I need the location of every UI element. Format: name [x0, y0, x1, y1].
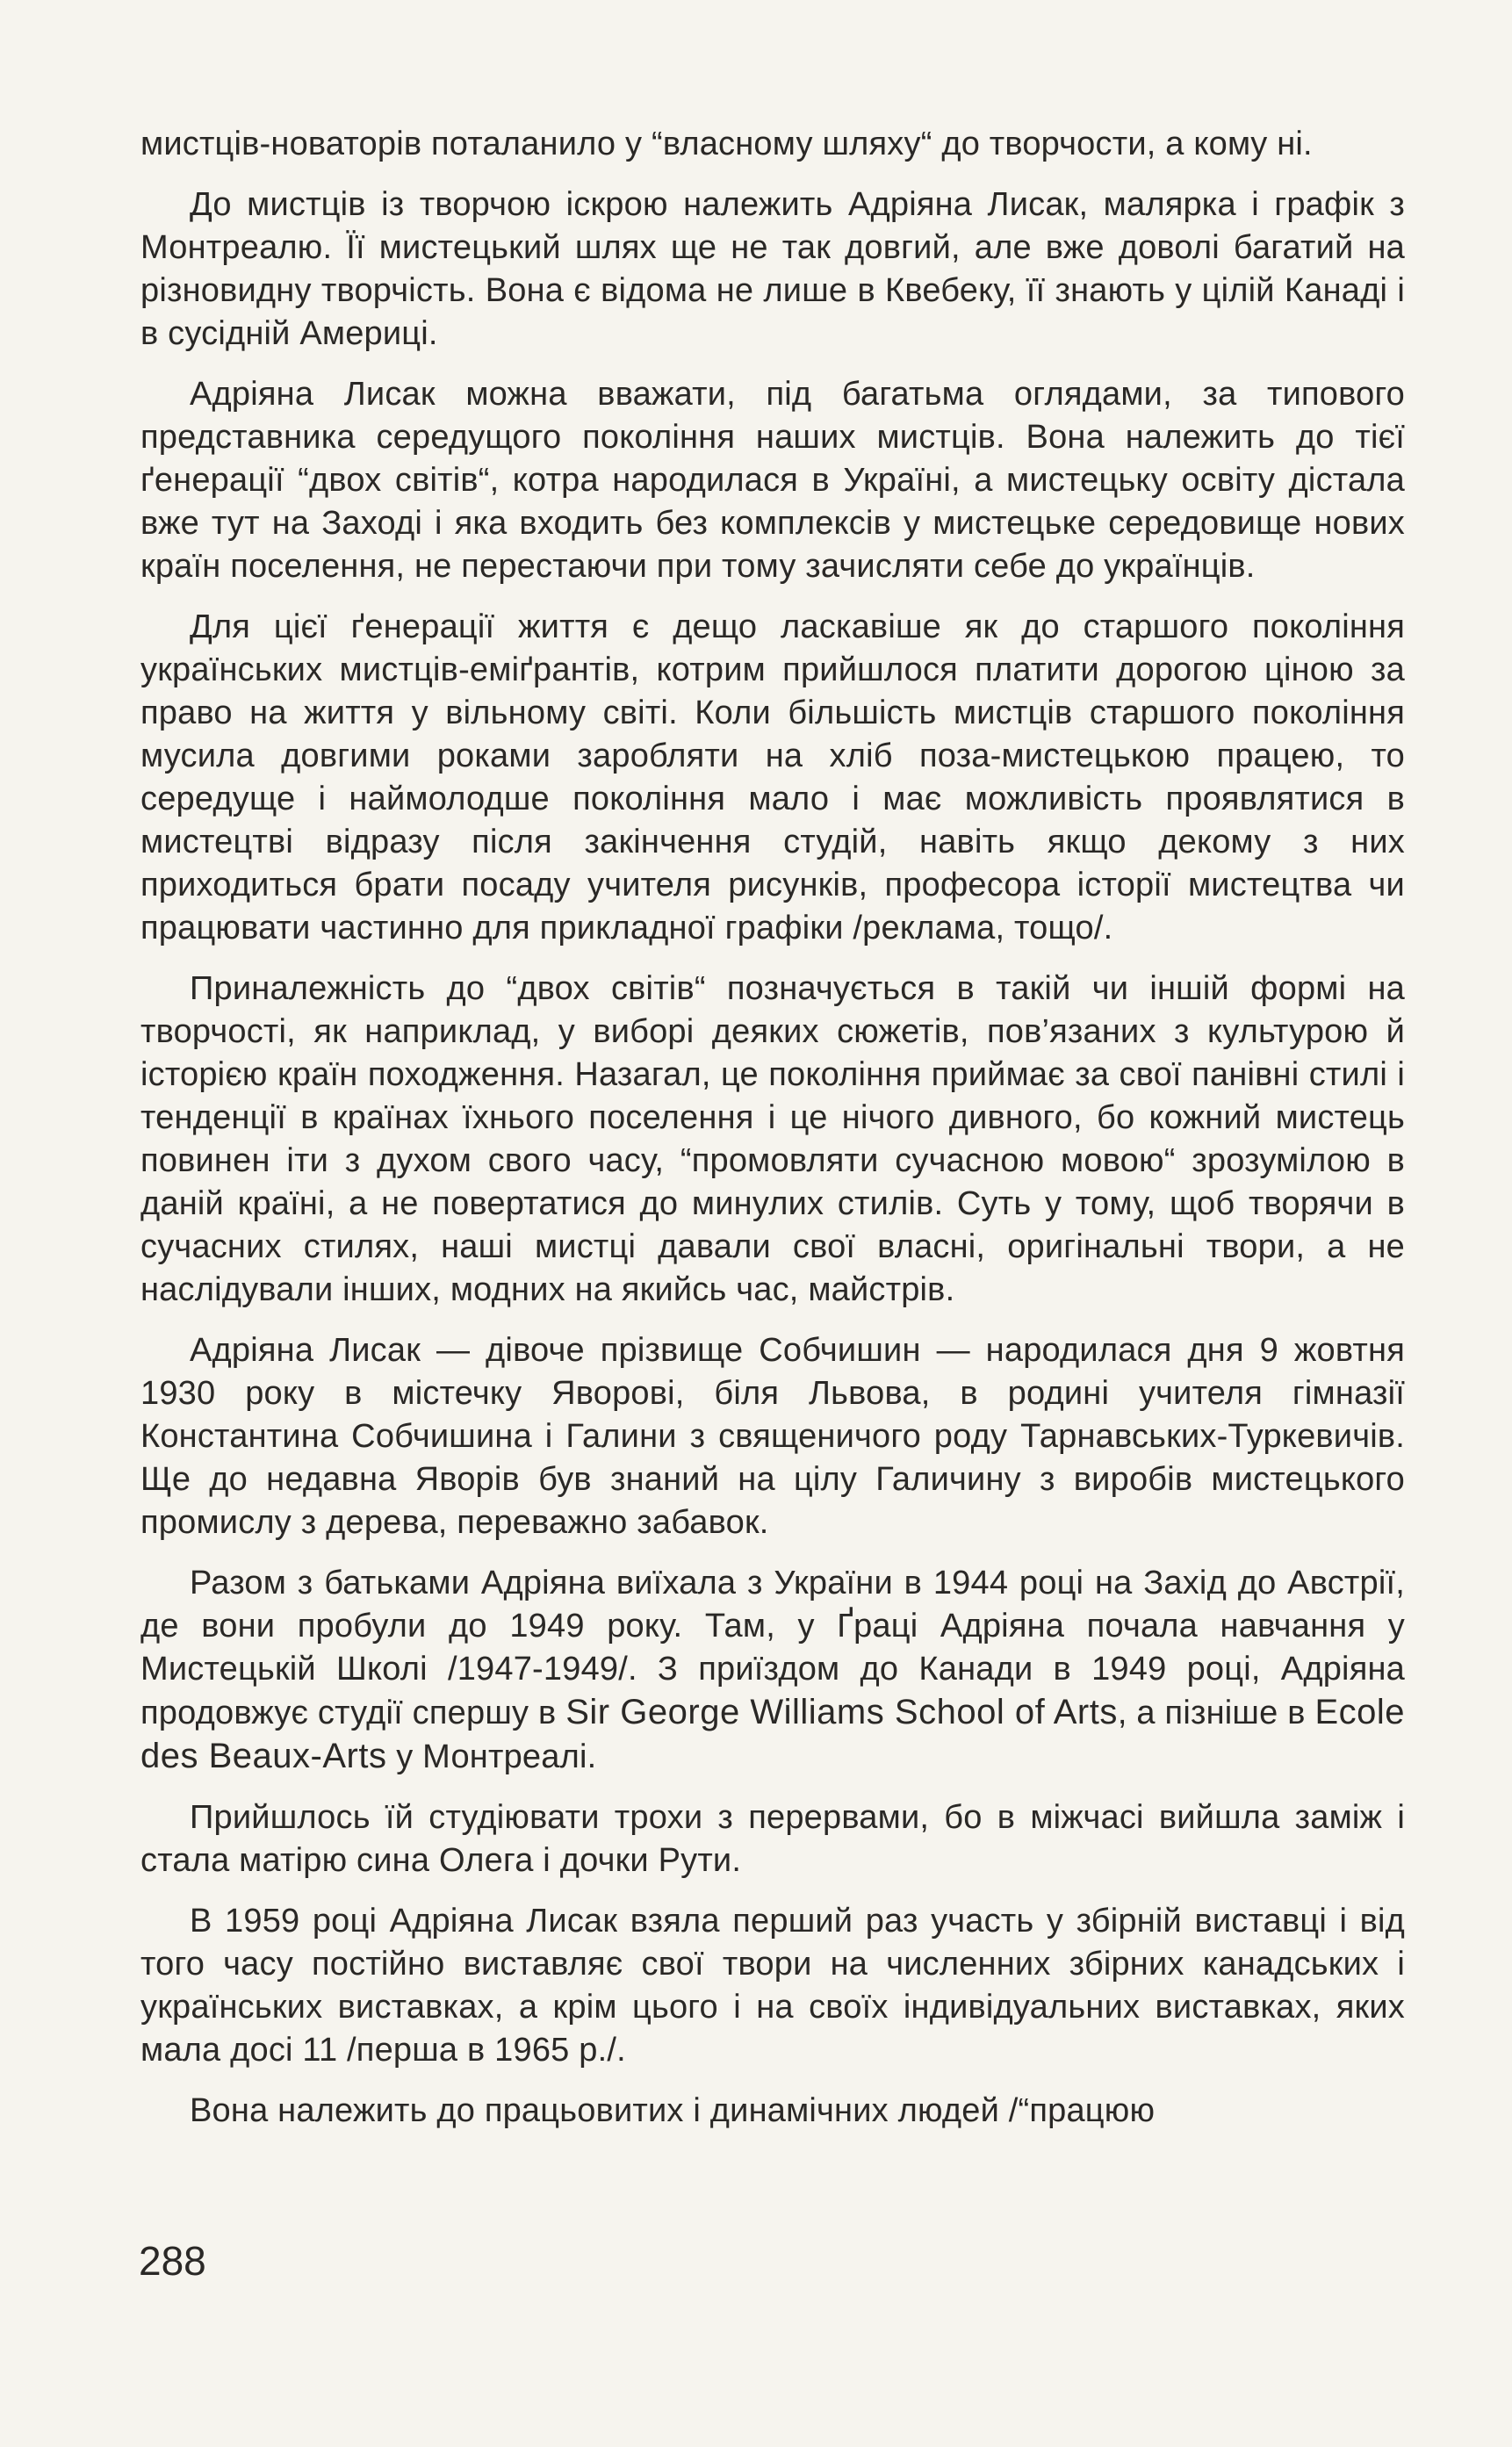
paragraph-10	[140, 2090, 1405, 2133]
paragraph-7	[140, 1562, 1405, 1779]
paragraph-4-text: Для цієї ґенерації життя є дещо ласкавіше як до старшого покоління українських мистців-еміґрантів, котрим прийшлося платити дорогою ціною за право на життя у вільному світі. Коли більшість мистців старшого покоління мусила довгими роками заробляти на хліб поза-мистецькою працею, то середуще і наймолодше покоління мало і має можливість проявлятися в мистецтві відразу після закінчення студій, навіть якщо декому з них приходиться брати посаду учителя рисунків, професора історії мистецтва чи працювати частинно для прикладної графіки /реклама, тощо/.	[140, 608, 1405, 946]
paragraph-4	[140, 606, 1405, 950]
paragraph-6-text: Адріяна Лисак — дівоче прізвище Собчишин — народилася дня 9 жовтня 1930 року в містечку Яворові, біля Львова, в родині учителя гімназії Константина Собчишина і Галини з священичого роду Тарнавських-Туркевичів. Ще до недавна Яворів був знаний на цілу Галичину з виробів мистецького промислу з дерева, переважно забавок.	[140, 1332, 1405, 1541]
school-name-ecole-des-beaux-arts: Ecole des Beaux-Arts	[140, 1693, 1406, 1775]
paragraph-3-text: Адріяна Лисак можна вважати, під багатьма оглядами, за типового представника середущого покоління наших мистців. Вона належить до тієї ґенерації “двох світів“, котра народилася в Україні, а мистецьку освіту дістала вже тут на Заході і яка входить без комплексів у мистецьке середовище нових країн поселення, не перестаючи при тому зачисляти себе до українців.	[140, 376, 1405, 585]
paragraph-6	[140, 1329, 1405, 1544]
paragraph-3	[140, 373, 1405, 588]
paragraph-7-text-c: у Монтреалі.	[386, 1738, 597, 1775]
paragraph-2-text: До мистців із творчою іскрою належить Адріяна Лисак, малярка і графік з Монтреалю. Її мистецький шлях ще не так довгий, але вже доволі багатий на різновидну творчість. Вона є відома не лише в Квебеку, її знають у цілій Канаді і в сусідній Америці.	[140, 186, 1405, 352]
paragraph-1-text: мистців-новаторів поталанило у “власному шляху“ до творчости, а комy ні.	[140, 126, 1313, 162]
paragraph-1	[140, 123, 1405, 166]
paragraph-8-text: Прийшлось їй студіювати трохи з перервами, бо в міжчасі вийшла заміж і стала матірю сина Олега і дочки Рути.	[140, 1799, 1405, 1879]
paragraph-5-text: Приналежність до “двох світів“ позначується в такій чи іншій формі на творчості, як наприклад, у виборі деяких сюжетів, пов’язаних з культурою й історією країн походження. Назагал, це покоління приймає за свої панівні стилі і тенденції в країнах їхнього поселення і це нічого дивного, бо кожний мистець повинен іти з духом свого часу, “промовляти сучасною мовою“ зрозумілою в даній країні, а не повертатися до минулих стилів. Суть у тому, щоб творячи в сучасних стилях, наші мистці давали свої власні, оригінальні твори, а не наслідували інших, модних на якийсь час, майстрів.	[140, 970, 1405, 1308]
paragraph-2	[140, 184, 1405, 356]
paragraph-8	[140, 1796, 1405, 1882]
school-name-sir-george-williams: Sir George Williams School of Arts	[565, 1693, 1118, 1731]
paragraph-5	[140, 968, 1405, 1312]
paragraph-9	[140, 1900, 1405, 2072]
page-body	[140, 123, 1405, 2150]
paragraph-7-text-a: Разом з батьками Адріяна виїхала з України в 1944 році на Захід до Австрії, де вони пробули до 1949 року. Там, у Ґраці Адріяна почала навчання у Мистецькій Школі /1947-1949/. З приїздом до Канади в 1949 році, Адріяна продовжує студії спершу в	[140, 1565, 1405, 1731]
paragraph-9-text: В 1959 році Адріяна Лисак взяла перший раз участь у збірній виставці і від того часу постійно виставляє свої твори на численних збірних канадських і українських виставках, а крім цього і на своїх індивідуальних виставках, яких мала досі 11 /перша в 1965 р./.	[140, 1903, 1405, 2069]
paragraph-7-text-b: , а пізніше в	[1117, 1695, 1315, 1731]
page-number: 288	[139, 2238, 206, 2284]
paragraph-10-text: Вона належить до працьовитих і динамічних людей /“працюю	[190, 2092, 1156, 2129]
